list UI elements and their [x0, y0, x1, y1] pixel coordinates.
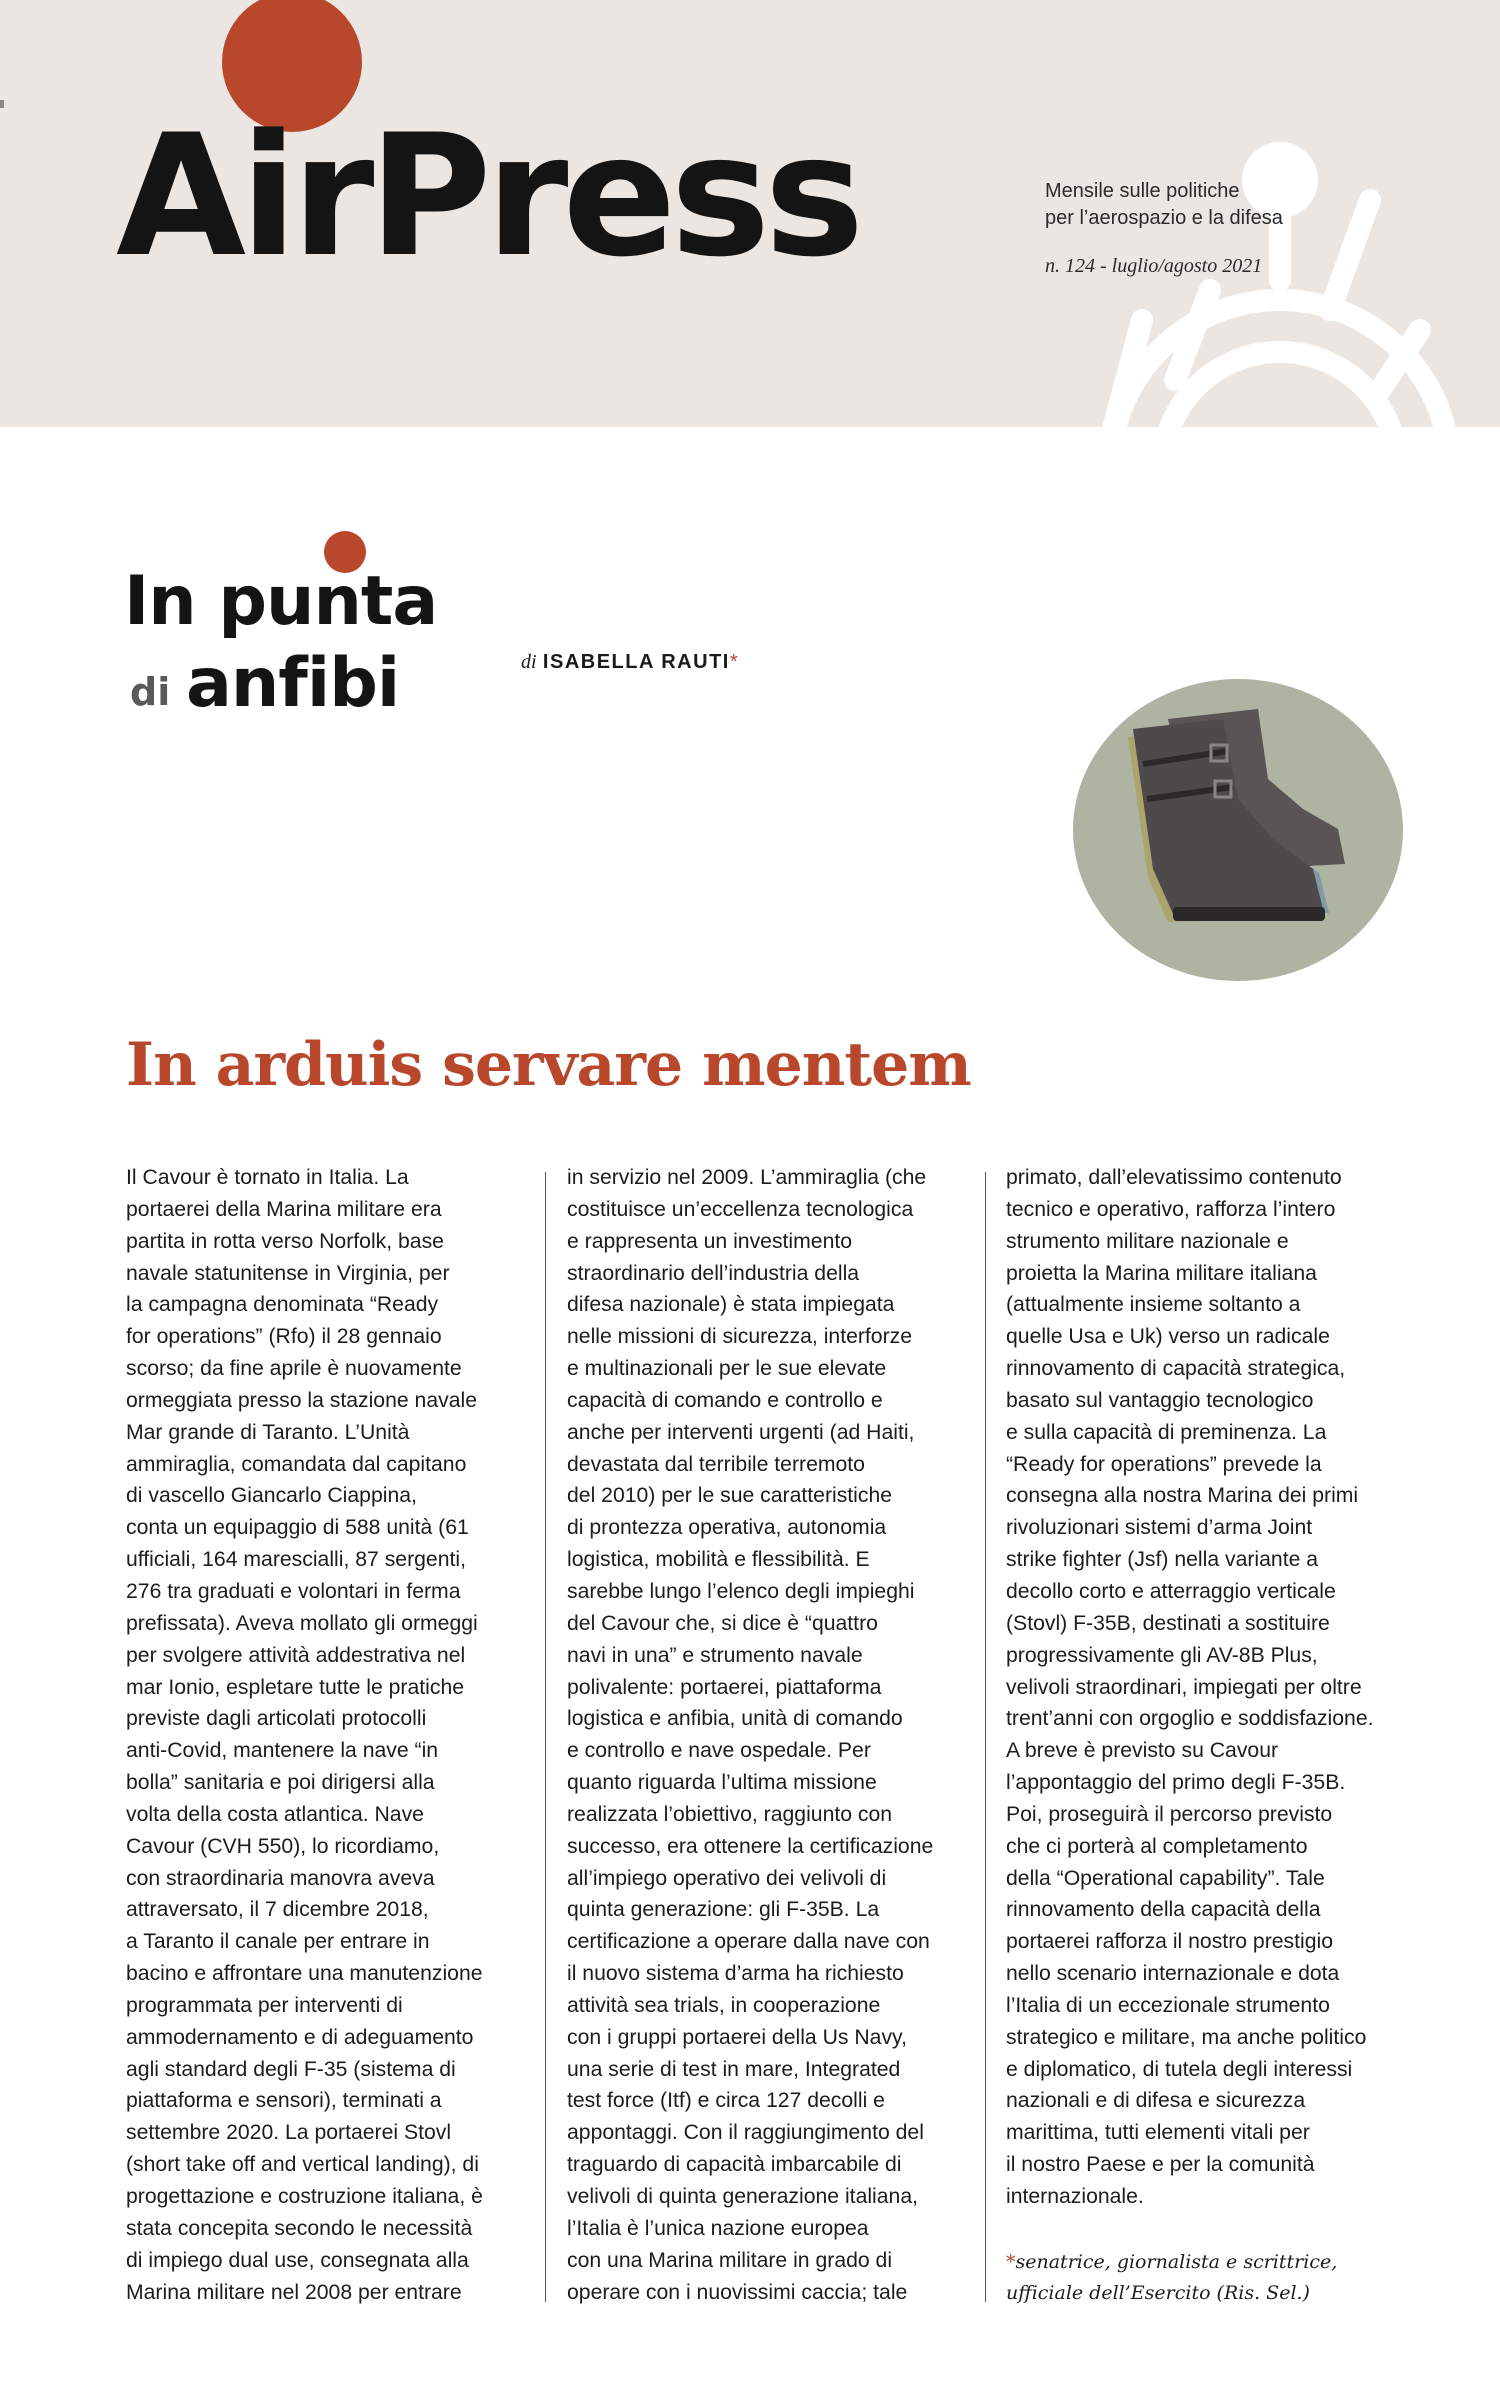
body-text-line: (Stovl) F-35B, destinati a sostituire — [1006, 1611, 1330, 1635]
body-text-line: marittima, tutti elementi vitali per — [1006, 2121, 1310, 2145]
logo: AirPress — [116, 98, 859, 294]
body-text-line: 276 tra graduati e volontari in ferma — [126, 1579, 461, 1603]
edge-mark — [0, 100, 4, 108]
body-text-line: nazionali e di difesa e sicurezza — [1006, 2089, 1306, 2113]
body-text-line: portaerei della Marina militare era — [126, 1197, 442, 1221]
body-text-line: capacità di comando e controllo e — [567, 1388, 883, 1412]
body-text-line: A breve è previsto su Cavour — [1006, 1739, 1279, 1763]
byline — [521, 649, 738, 674]
body-text-line: logistica, mobilità e flessibilità. E — [567, 1548, 870, 1572]
body-text-line: for operations” (Rfo) il 28 gennaio — [126, 1325, 442, 1349]
body-text-line: logistica e anfibia, unità di comando — [567, 1707, 903, 1731]
body-text-line: e controllo e nave ospedale. Per — [567, 1739, 871, 1763]
body-text-line: navale statunitense in Virginia, per — [126, 1261, 450, 1285]
author-marker: * — [729, 651, 738, 673]
body-text-line: trent’anni con orgoglio e soddisfazione. — [1006, 1707, 1374, 1731]
body-text-line: la campagna denominata “Ready — [126, 1293, 439, 1317]
body-text-line: attraversato, il 7 dicembre 2018, — [126, 1898, 429, 1922]
body-text-line: della “Operational capability”. Tale — [1006, 1866, 1325, 1890]
body-text-line: strumento militare nazionale e — [1006, 1229, 1289, 1253]
author-name: ISABELLA RAUTI — [542, 651, 730, 673]
body-text-line: scorso; da fine aprile è nuovamente — [126, 1357, 462, 1381]
body-text-line: di prontezza operativa, autonomia — [567, 1516, 887, 1540]
body-text-line: certificazione a operare dalla nave con — [567, 1930, 930, 1954]
body-text-line: nello scenario internazionale e dota — [1006, 1962, 1340, 1986]
boot-illustration — [1073, 679, 1403, 981]
body-text-line: straordinario dell’industria della — [567, 1261, 860, 1285]
column-divider — [985, 1172, 986, 2302]
body-text-line: il nuovo sistema d’arma ha richiesto — [567, 1962, 904, 1986]
body-text-line: del 2010) per le sue caratteristiche — [567, 1484, 893, 1508]
body-text-line: anti-Covid, mantenere la nave “in — [126, 1739, 439, 1763]
body-text-line: nelle missioni di sicurezza, interforze — [567, 1325, 913, 1349]
body-text-line: e diplomatico, di tutela degli interessi — [1006, 2057, 1353, 2081]
body-text-line: l’appontaggio del primo degli F-35B. — [1006, 1771, 1346, 1795]
body-text-line: (short take off and vertical landing), di — [126, 2153, 479, 2177]
footnote-line: ufficiale dell’Esercito (Ris. Sel.) — [1006, 2282, 1310, 2304]
body-text-line: primato, dall’elevatissimo contenuto — [1006, 1166, 1342, 1189]
body-text-line: di impiego dual use, consegnata alla — [126, 2248, 469, 2272]
body-text-line: attività sea trials, in cooperazione — [567, 1993, 881, 2017]
body-text-line: costituisce un’eccellenza tecnologica — [567, 1197, 914, 1221]
body-text-line: per svolgere attività addestrativa nel — [126, 1643, 466, 1667]
body-text-line: con una Marina militare in grado di — [567, 2248, 893, 2272]
body-text-line: ufficiali, 164 marescialli, 87 sergenti, — [126, 1548, 466, 1572]
body-text-line: l’Italia di un eccezionale strumento — [1006, 1993, 1330, 2017]
body-text-line: Marina militare nel 2008 per entrare — [126, 2280, 462, 2304]
body-text-line: difesa nazionale) è stata impiegata — [567, 1293, 895, 1317]
body-text-line: a Taranto il canale per entrare in — [126, 1930, 430, 1954]
body-text-line: tecnico e operativo, rafforza l’intero — [1006, 1197, 1336, 1221]
body-text-line: quinta generazione: gli F-35B. La — [567, 1898, 880, 1922]
body-text-line: agli standard degli F-35 (sistema di — [126, 2057, 456, 2081]
body-text-line: e multinazionali per le sue elevate — [567, 1357, 887, 1381]
body-text-line: quelle Usa e Uk) verso un radicale — [1006, 1325, 1330, 1349]
column-logo-line2: anfibi — [186, 644, 400, 723]
body-text-line: ammiraglia, comandata dal capitano — [126, 1452, 467, 1476]
body-text-line: internazionale. — [1006, 2185, 1144, 2208]
body-text-line: programmata per interventi di — [126, 1993, 403, 2017]
body-text-line: piattaforma e sensori), terminati a — [126, 2089, 442, 2113]
body-text-line: decollo corto e atterraggio verticale — [1006, 1579, 1336, 1603]
body-text-line: che ci porterà al completamento — [1006, 1834, 1308, 1858]
footnote-line — [1006, 2247, 1406, 2278]
column-divider — [545, 1172, 546, 2302]
body-text-line: rivoluzionari sistemi d’arma Joint — [1006, 1516, 1313, 1540]
author-footnote — [1006, 2247, 1406, 2309]
body-text-line: Mar grande di Taranto. L’Unità — [126, 1420, 410, 1444]
boot-icon — [1073, 679, 1403, 981]
body-text-line: Cavour (CVH 550), lo ricordiamo, — [126, 1834, 440, 1858]
body-text-line: anche per interventi urgenti (ad Haiti, — [567, 1420, 915, 1444]
issue-info: n. 124 - luglio/agosto 2021 — [1045, 255, 1263, 277]
body-text-line: realizzata l’obiettivo, raggiunto con — [567, 1802, 893, 1826]
body-text-line: del Cavour che, si dice è “quattro — [567, 1611, 878, 1635]
body-text-line: Il Cavour è tornato in Italia. La — [126, 1166, 409, 1189]
masthead — [0, 0, 1500, 427]
body-text-line: con straordinaria manovra aveva — [126, 1866, 435, 1890]
body-text-line: il nostro Paese e per la comunità — [1006, 2153, 1315, 2177]
body-text-line: progettazione e costruzione italiana, è — [126, 2185, 483, 2208]
article-title: In arduis servare mentem — [126, 1030, 971, 1100]
body-text-line: quanto riguarda l’ultima missione — [567, 1771, 877, 1795]
body-text-line: proietta la Marina militare italiana — [1006, 1261, 1317, 1285]
body-text-line: ammodernamento e di adeguamento — [126, 2025, 474, 2049]
body-text-line: basato sul vantaggio tecnologico — [1006, 1388, 1314, 1412]
body-text-line: appontaggi. Con il raggiungimento del — [567, 2121, 924, 2145]
body-text-line: consegna alla nostra Marina dei primi — [1006, 1484, 1359, 1508]
body-text-line: operare con i nuovissimi caccia; tale — [567, 2280, 908, 2304]
byline-prefix: di — [521, 651, 537, 673]
body-text-line: settembre 2020. La portaerei Stovl — [126, 2121, 452, 2145]
body-text-line: conta un equipaggio di 588 unità (61 — [126, 1516, 469, 1540]
body-text-line: velivoli di quinta generazione italiana, — [567, 2185, 919, 2208]
body-text-line: devastata dal terribile terremoto — [567, 1452, 865, 1476]
body-text-line: una serie di test in mare, Integrated — [567, 2057, 901, 2081]
body-text-line: “Ready for operations” prevede la — [1006, 1452, 1322, 1476]
body-text-line: in servizio nel 2009. L’ammiraglia (che — [567, 1166, 927, 1189]
body-text-line: successo, era ottenere la certificazione — [567, 1834, 934, 1858]
body-text-line: prefissata). Aveva mollato gli ormeggi — [126, 1611, 478, 1635]
body-text-line: mar Ionio, espletare tutte le pratiche — [126, 1675, 465, 1699]
article-column-1 — [126, 1162, 526, 2308]
body-text-line: traguardo di capacità imbarcabile di — [567, 2153, 902, 2177]
body-text-line: previste dagli articolati protocolli — [126, 1707, 427, 1731]
footnote-marker: * — [1006, 2251, 1016, 2273]
body-text-line: rinnovamento della capacità della — [1006, 1898, 1321, 1922]
body-text-line: test force (Itf) e circa 127 decolli e — [567, 2089, 885, 2113]
body-text-line: e rappresenta un investimento — [567, 1229, 853, 1253]
body-text-line: l’Italia è l’unica nazione europea — [567, 2216, 869, 2240]
body-text-line: strike fighter (Jsf) nella variante a — [1006, 1548, 1319, 1572]
body-text-line: con i gruppi portaerei della Us Navy, — [567, 2025, 907, 2049]
body-text-line: polivalente: portaerei, piattaforma — [567, 1675, 882, 1699]
body-text-line: portaerei rafforza il nostro prestigio — [1006, 1930, 1333, 1954]
body-text-line: bacino e affrontare una manutenzione — [126, 1962, 483, 1986]
body-text-line: bolla” sanitaria e poi dirigersi alla — [126, 1771, 435, 1795]
body-text-line: ormeggiata presso la stazione navale — [126, 1388, 477, 1412]
body-text-line: rinnovamento di capacità strategica, — [1006, 1357, 1346, 1381]
body-text-line: all’impiego operativo dei velivoli di — [567, 1866, 887, 1890]
article-column-2 — [567, 1162, 967, 2308]
body-text-line: velivoli straordinari, impiegati per oltre — [1006, 1675, 1362, 1699]
body-text-line: strategico e militare, ma anche politico — [1006, 2025, 1367, 2049]
body-text-line: stata concepita secondo le necessità — [126, 2216, 473, 2240]
body-text-line: Poi, proseguirà il percorso previsto — [1006, 1802, 1333, 1826]
body-text-line: progressivamente gli AV-8B Plus, — [1006, 1643, 1318, 1667]
body-text-line: navi in una” e strumento navale — [567, 1643, 863, 1667]
body-text-line: e sulla capacità di preminenza. La — [1006, 1420, 1327, 1444]
body-text-line: di vascello Giancarlo Ciappina, — [126, 1484, 417, 1508]
column-logo-di: di — [130, 670, 171, 714]
column-logo-line1: In punta — [124, 562, 438, 641]
article-column-3 — [1006, 1162, 1406, 2213]
footnote-text: senatrice, giornalista e scrittrice, — [1015, 2251, 1338, 2273]
body-text-line: partita in rotta verso Norfolk, base — [126, 1229, 444, 1253]
body-text-line: sarebbe lungo l’elenco degli impieghi — [567, 1579, 915, 1603]
body-text-line: (attualmente insieme soltanto a — [1006, 1293, 1301, 1317]
tagline — [1045, 178, 1283, 232]
tagline-line: Mensile sulle politiche — [1045, 180, 1240, 202]
body-text-line: volta della costa atlantica. Nave — [126, 1802, 424, 1826]
tagline-line: per l’aerospazio e la difesa — [1045, 207, 1283, 229]
